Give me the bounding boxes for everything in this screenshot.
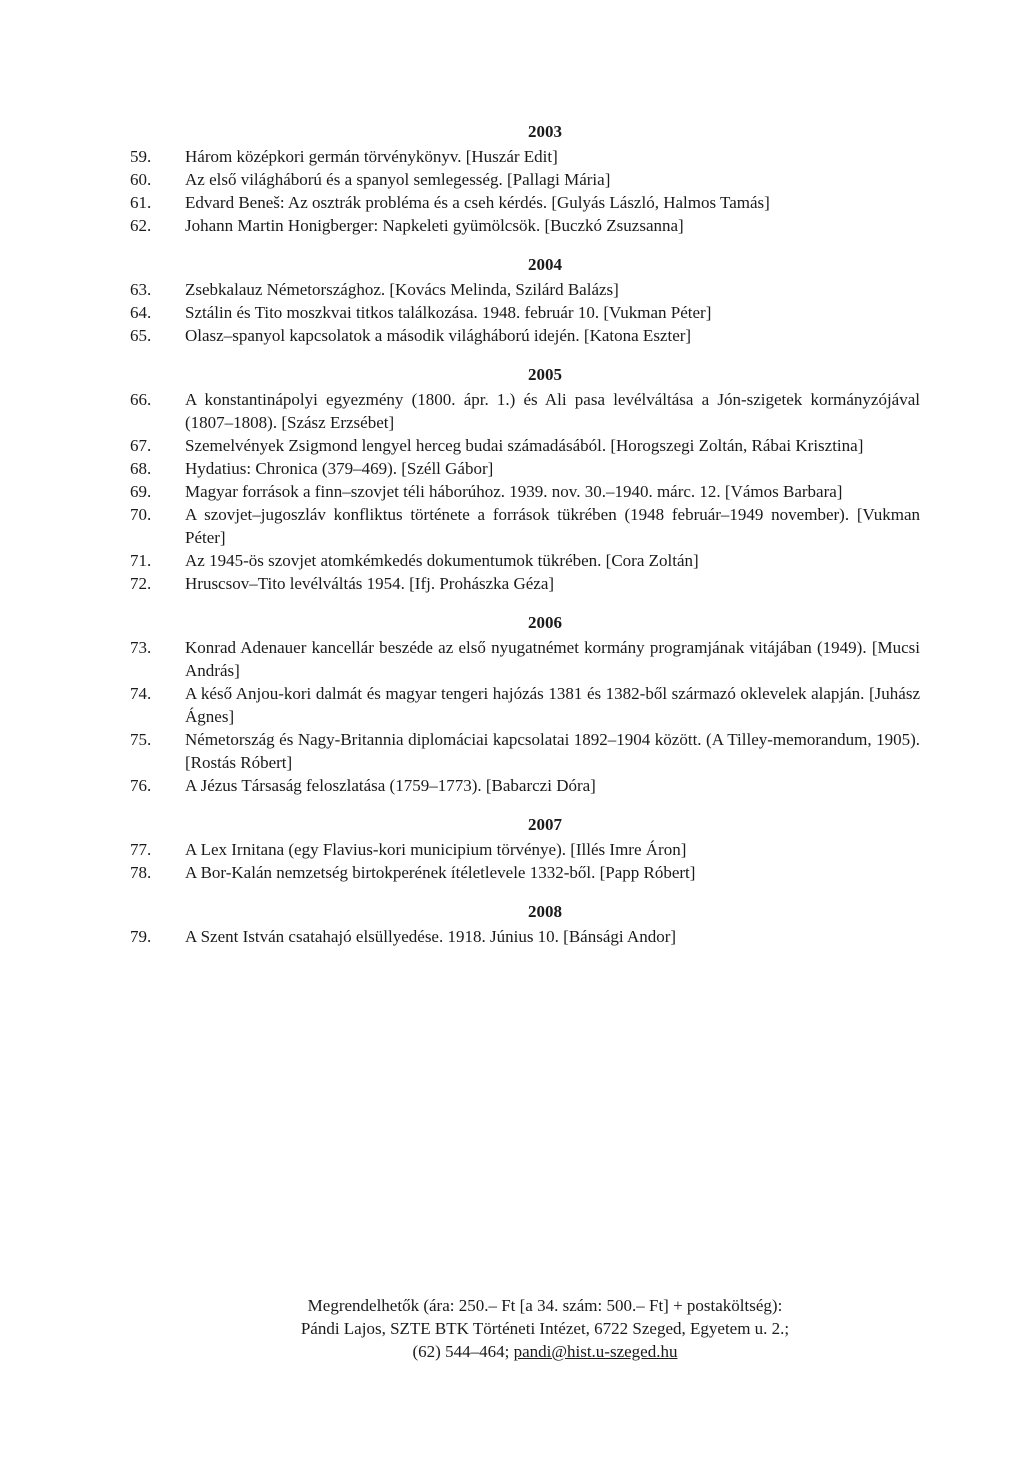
entry-number: 66. [130, 390, 152, 409]
entry-title: Sztálin és Tito moszkvai titkos találkozása. 1948. február 10. [Vukman Péter] [185, 303, 712, 322]
list-item [130, 324, 920, 347]
entry-number: 74. [130, 684, 152, 703]
entry-title: Az 1945-ös szovjet atomkémkedés dokumentumok tükrében. [Cora Zoltán] [185, 551, 699, 570]
list-item [130, 457, 920, 480]
entry-title: Hydatius: Chronica (379–469). [Széll Gábor] [185, 459, 494, 478]
list-item [130, 145, 920, 168]
entry-title: Konrad Adenauer kancellár beszéde az első nyugatnémet kormány programjának vitájában (1949). [Mucsi András] [185, 638, 920, 680]
list-item [130, 480, 920, 503]
list-item [130, 861, 920, 884]
entry-title: Három középkori germán törvénykönyv. [Huszár Edit] [185, 147, 558, 166]
entry-title: Az első világháború és a spanyol semlegesség. [Pallagi Mária] [185, 170, 611, 189]
entry-number: 63. [130, 280, 152, 299]
footer-price-line: Megrendelhetők (ára: 250.– Ft [a 34. szám: 500.– Ft] + postaköltség): [307, 1296, 783, 1315]
entry-title: Zsebkalauz Németországhoz. [Kovács Melinda, Szilárd Balázs] [185, 280, 619, 299]
entry-title: Edvard Beneš: Az osztrák probléma és a cseh kérdés. [Gulyás László, Halmos Tamás] [185, 193, 770, 212]
year-section-4 [130, 813, 920, 884]
entry-number: 60. [130, 170, 152, 189]
entry-number: 69. [130, 482, 152, 501]
list-item [130, 572, 920, 595]
entry-number: 68. [130, 459, 152, 478]
year-section-3 [130, 611, 920, 797]
entry-title: Németország és Nagy-Britannia diplomáciai kapcsolatai 1892–1904 között. (A Tilley-memorandum, 1905). [Rostás Róbert] [185, 730, 920, 772]
entry-number: 64. [130, 303, 152, 322]
list-item [130, 191, 920, 214]
list-item [130, 728, 920, 774]
entry-number: 65. [130, 326, 152, 345]
sections-container [130, 120, 920, 948]
year-section-5 [130, 900, 920, 948]
list-item [130, 503, 920, 549]
entry-number: 75. [130, 730, 152, 749]
entry-title: Olasz–spanyol kapcsolatok a második világháború idején. [Katona Eszter] [185, 326, 692, 345]
entry-number: 73. [130, 638, 152, 657]
list-item [130, 301, 920, 324]
entry-number: 70. [130, 505, 152, 524]
order-info-footer [130, 1294, 920, 1363]
entry-title: Johann Martin Honigberger: Napkeleti gyümölcsök. [Buczkó Zsuzsanna] [185, 216, 684, 235]
footer-address-line: Pándi Lajos, SZTE BTK Történeti Intézet, 6722 Szeged, Egyetem u. 2.; [300, 1319, 790, 1338]
list-item [130, 278, 920, 301]
year-section-2 [130, 363, 920, 595]
list-item [130, 388, 920, 434]
entry-title: Szemelvények Zsigmond lengyel herceg budai számadásából. [Horogszegi Zoltán, Rábai Krisztina] [185, 436, 864, 455]
footer-phone: (62) 544–464; [412, 1342, 514, 1361]
entry-title: A Szent István csatahajó elsüllyedése. 1918. Június 10. [Bánsági Andor] [185, 927, 677, 946]
entry-number: 77. [130, 840, 152, 859]
list-item [130, 838, 920, 861]
entry-title: A Bor-Kalán nemzetség birtokperének ítéletlevele 1332-ből. [Papp Róbert] [185, 863, 696, 882]
entry-title: A késő Anjou-kori dalmát és magyar tengeri hajózás 1381 és 1382-ből származó oklevelek alapján. [Juhász Ágnes] [185, 684, 920, 726]
year-heading: 2008 [528, 902, 562, 921]
list-item [130, 168, 920, 191]
entry-title: Magyar források a finn–szovjet téli háborúhoz. 1939. nov. 30.–1940. márc. 12. [Vámos Barbara] [185, 482, 843, 501]
list-item [130, 214, 920, 237]
entry-number: 61. [130, 193, 152, 212]
entry-number: 71. [130, 551, 152, 570]
entry-number: 62. [130, 216, 152, 235]
year-heading: 2003 [528, 122, 562, 141]
list-item [130, 549, 920, 572]
list-item [130, 682, 920, 728]
year-heading: 2007 [528, 815, 562, 834]
list-item [130, 925, 920, 948]
entry-number: 76. [130, 776, 152, 795]
publication-list [130, 120, 920, 964]
list-item [130, 434, 920, 457]
entry-title: A Lex Irnitana (egy Flavius-kori municipium törvénye). [Illés Imre Áron] [185, 840, 687, 859]
entry-title: A szovjet–jugoszláv konfliktus története a források tükrében (1948 február–1949 november). [Vukman Péter] [185, 505, 920, 547]
year-section-1 [130, 253, 920, 347]
entry-title: Hruscsov–Tito levélváltás 1954. [Ifj. Prohászka Géza] [185, 574, 555, 593]
year-heading: 2004 [528, 255, 562, 274]
footer-email-link[interactable]: pandi@hist.u-szeged.hu [513, 1342, 678, 1361]
year-heading: 2005 [528, 365, 562, 384]
year-heading: 2006 [528, 613, 562, 632]
entry-title: A Jézus Társaság feloszlatása (1759–1773). [Babarczi Dóra] [185, 776, 596, 795]
entry-number: 67. [130, 436, 152, 455]
entry-number: 72. [130, 574, 152, 593]
year-section-0 [130, 120, 920, 237]
footer-contact-line [170, 1340, 920, 1363]
entry-number: 59. [130, 147, 152, 166]
entry-number: 78. [130, 863, 152, 882]
entry-title: A konstantinápolyi egyezmény (1800. ápr. 1.) és Ali pasa levélváltása a Jón-szigetek kormányzójával (1807–1808). [Szász Erzsébet] [185, 390, 920, 432]
list-item [130, 774, 920, 797]
list-item [130, 636, 920, 682]
entry-number: 79. [130, 927, 152, 946]
